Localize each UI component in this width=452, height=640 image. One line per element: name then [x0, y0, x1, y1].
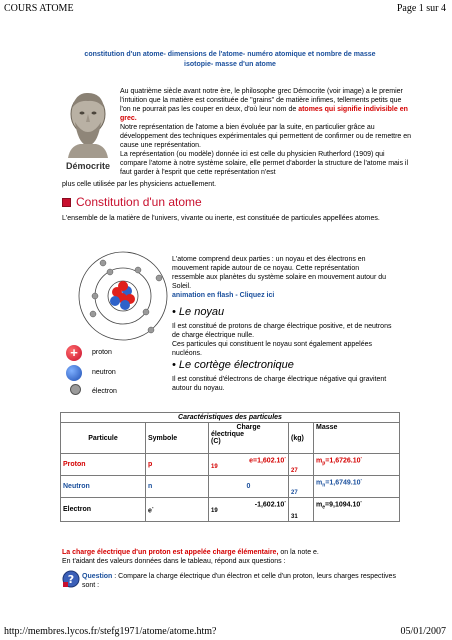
proton-charge-value: e=1,602.10	[249, 457, 285, 465]
proton-name: Proton	[61, 454, 146, 476]
electron-symbol-e: e	[148, 507, 152, 515]
legend-electron-label: électron	[92, 388, 117, 395]
svg-text:?: ?	[67, 573, 75, 586]
intro-p3-end: plus celle utilisée par les physiciens actuellement.	[62, 181, 217, 188]
intro-p2: Notre représentation de l'atome a bien évoluée par la suite, en particulier grâce au développement des techniques expérimentales qui permettent de confirmer ou de remettre en cause une représentation.	[120, 124, 412, 149]
elementary-line2: En t'aidant des valeurs données dans le tableau, répond aux questions :	[62, 558, 286, 565]
particle-table	[60, 412, 400, 522]
nucleus	[110, 281, 135, 310]
print-footer-url: http://membres.lycos.fr/stefg1971/atome/atome.htm?	[4, 626, 217, 637]
header-charge-l2: électrique	[211, 431, 245, 438]
table-row	[61, 476, 400, 498]
section-header	[62, 195, 202, 209]
elementary-rest: on la note e.	[278, 549, 319, 556]
neutron-name: Neutron	[61, 476, 146, 498]
header-particule: Particule	[61, 423, 146, 454]
intro-p1: Au quatrième siècle avant notre ère, le philosophe grec Démocrite (voir image) a le premier l'intuition que la matière est constituée de "grains" de matière infimes, tellements petits que l'on ne pourrait pas les couper en deux, d'où leur nom de	[120, 88, 403, 113]
proton-symbol: p	[146, 454, 209, 476]
noyau-p1: Il est constitué de protons de charge électrique positive, et de neutrons de charge électrique nulle.	[172, 323, 392, 339]
legend-proton-icon: +	[66, 345, 82, 361]
electron-charge-exp: 19	[211, 508, 218, 515]
intro-p1-highlight: atomes qui signifie indivisible en grec.	[120, 106, 408, 122]
question-text	[82, 572, 402, 590]
print-footer-date: 05/01/2007	[400, 626, 446, 637]
electron-charge	[209, 498, 289, 522]
proton-mass	[314, 454, 400, 476]
proton-mass-value: =1,6726.10	[325, 457, 361, 465]
table-header-row	[61, 423, 400, 454]
header-kg: (kg)	[289, 423, 314, 454]
elementary-charge-text	[62, 548, 412, 566]
section-title: Constitution d'un atome	[76, 195, 202, 209]
neutron-mass-value: =1,6749.10	[325, 479, 361, 487]
section-intro: L'ensemble de la matière de l'univers, vivante ou inerte, est constituée de particules appellées atomes.	[62, 215, 380, 222]
page-subtitle	[60, 50, 400, 70]
electron-mass-sup: -	[360, 499, 362, 505]
neutron-symbol: n	[146, 476, 209, 498]
proton-mass-m: m	[316, 457, 323, 465]
header-masse	[314, 423, 400, 454]
header-charge-l1: Charge	[236, 424, 261, 431]
table-caption: Caractéristiques des particules	[61, 413, 400, 423]
question-body: : Compare la charge électrique d'un électron et celle d'un proton, leurs charges respectives sont :	[82, 573, 396, 589]
proton-mass-sup: -	[360, 455, 363, 461]
atom-diagram	[77, 250, 169, 342]
header-charge-l3: (C)	[211, 438, 221, 445]
atom-paragraph: L'atome comprend deux parties : un noyau et des électrons en mouvement rapide autour de ce noyau. Cette représentation ressemble aux planètes du système solaire en mouvement autour du Soleil.	[172, 256, 387, 290]
header-masse-label: Masse	[316, 424, 338, 431]
electron-name: Electron	[61, 498, 146, 522]
electron-mass-exp: 31	[289, 498, 314, 522]
legend-proton-label: proton	[92, 349, 112, 356]
electron-symbol-sup: -	[151, 504, 154, 511]
header-charge	[209, 423, 289, 454]
electron-mass-m: m	[316, 501, 323, 509]
intro-p3: La représentation (ou modèle) donnée ici est celle du physicien Rutherford (1909) qui compare l'atome à notre système solaire, elle permet d'aborder la structure de l'atome mais il faut garder à l'esprit que cette représentation n'est	[120, 151, 409, 176]
portrait-caption: Démocrite	[65, 161, 110, 171]
electron-mass-value: =9,1094.10	[325, 501, 361, 509]
cortege-text: Il est constitué d'électrons de charge électrique négative qui gravitent autour du noyau.	[172, 376, 387, 392]
print-header-right: Page 1 sur 4	[396, 3, 446, 14]
cortege-title: • Le cortège électronique	[172, 359, 294, 371]
particle-table-wrapper	[60, 412, 400, 522]
legend-electron-icon	[70, 384, 81, 395]
table-caption-row	[61, 413, 400, 423]
proton-mass-sub: p	[322, 460, 326, 467]
subtitle-line-1: constitution d'un atome- dimensions de l'atome- numéro atomique et nombre de masse	[84, 51, 376, 58]
table-row	[61, 454, 400, 476]
neutron-mass-exp: 27	[289, 476, 314, 498]
subtitle-line-2: isotopie- masse d'un atome	[184, 61, 276, 68]
question-label: Question	[82, 573, 113, 580]
proton-charge	[209, 454, 289, 476]
question-icon	[62, 570, 80, 588]
neutron-charge: 0	[209, 476, 289, 498]
neutron-mass	[314, 476, 400, 498]
atom-explanation	[172, 255, 390, 300]
print-header-left: COURS ATOME	[4, 3, 74, 14]
neutron-mass-sub: n	[322, 482, 326, 489]
electron-charge-sup: -	[284, 499, 286, 505]
electron-mass	[314, 498, 400, 522]
noyau-p2: Ces particules qui constituent le noyau sont également appelées nucléons.	[172, 341, 373, 357]
intro-text	[120, 87, 412, 177]
proton-mass-exp: 27	[289, 454, 314, 476]
legend-neutron-icon	[66, 365, 82, 381]
proton-charge-sup: -	[284, 455, 286, 461]
neutron-mass-m: m	[316, 479, 323, 487]
section-square-icon	[62, 198, 71, 207]
legend-neutron-label: neutron	[92, 369, 116, 376]
flash-animation-link[interactable]: animation en flash - Cliquez ici	[172, 292, 275, 299]
electron-mass-sub: e	[322, 504, 326, 511]
table-row	[61, 498, 400, 522]
electron-charge-value: -1,602.10	[254, 501, 285, 509]
noyau-title: • Le noyau	[172, 306, 225, 318]
elementary-highlight: La charge électrique d'un proton est appelée charge élémentaire,	[62, 549, 279, 556]
democritus-portrait	[62, 88, 114, 170]
electron-symbol	[146, 498, 209, 522]
neutron-mass-sup: -	[360, 477, 363, 483]
proton-charge-exp: 19	[211, 464, 218, 471]
header-symbole: Symbole	[146, 423, 209, 454]
noyau-text	[172, 322, 397, 358]
